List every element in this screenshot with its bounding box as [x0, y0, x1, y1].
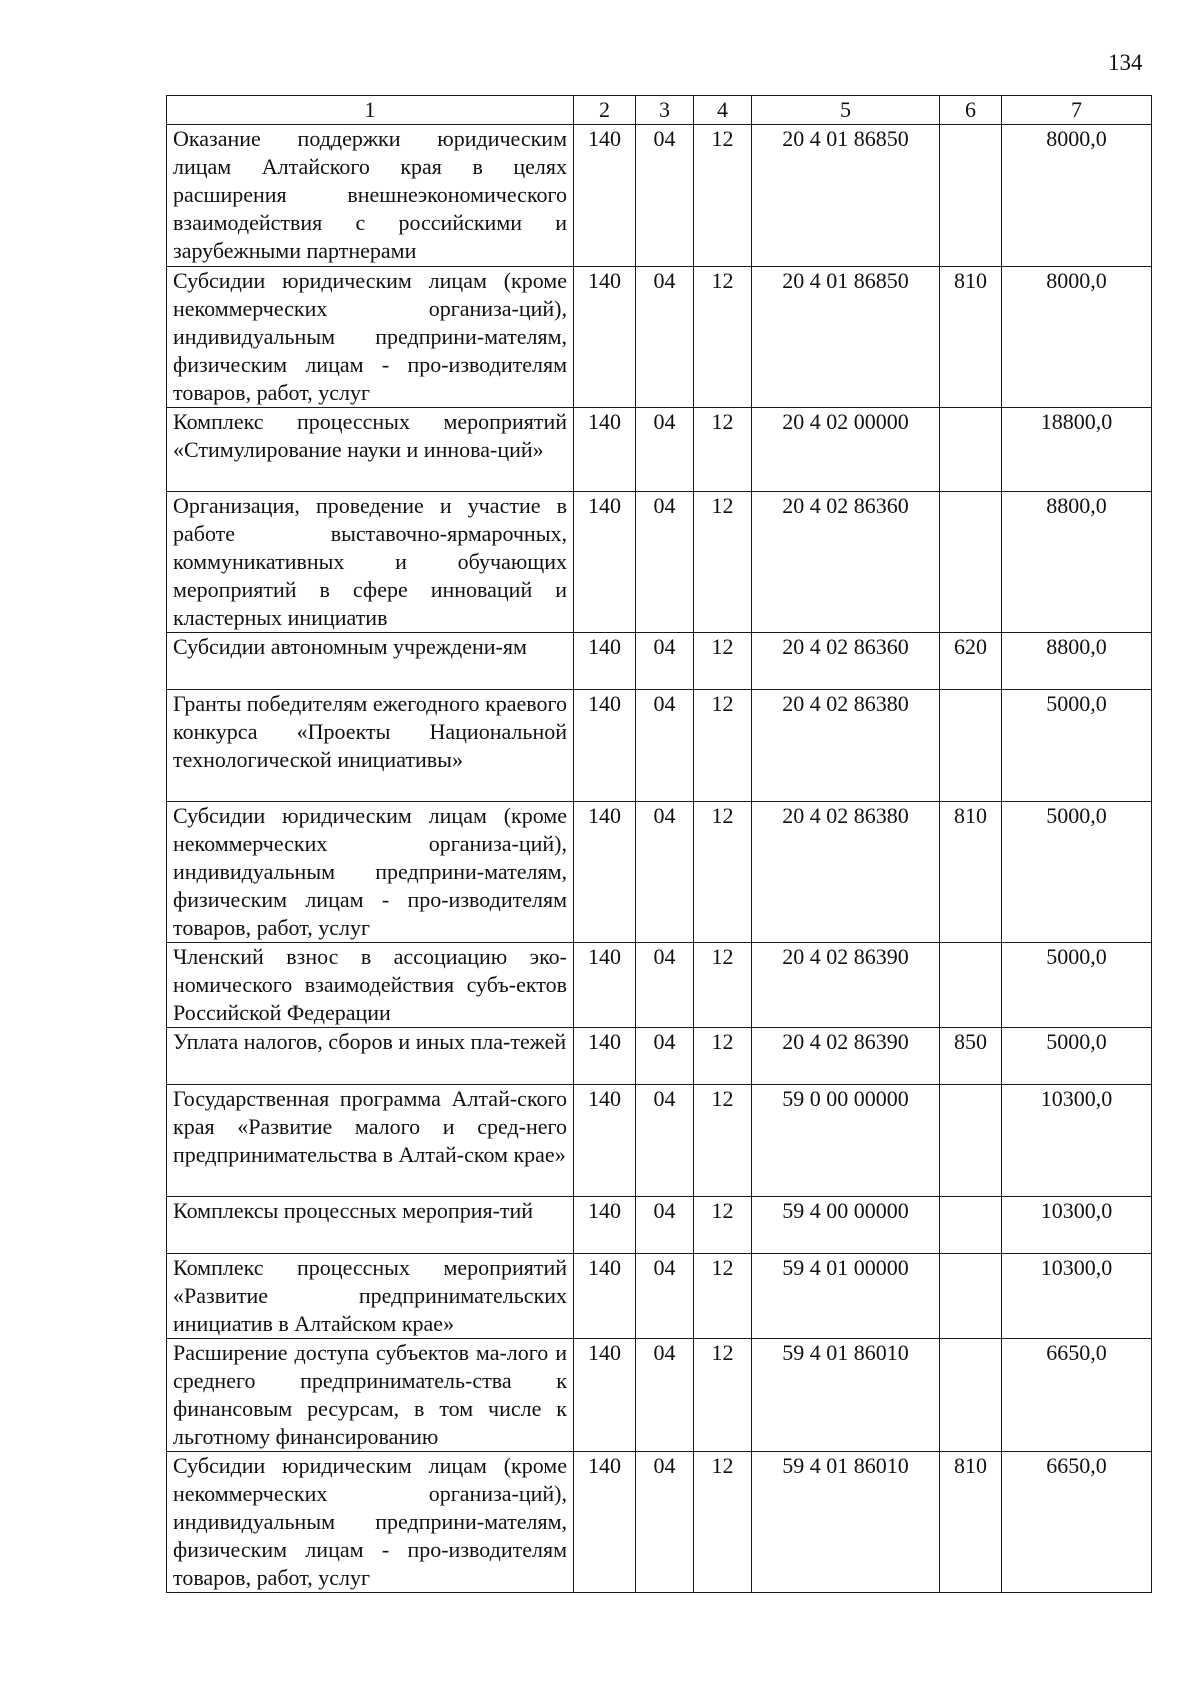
amount: 8800,0: [1002, 633, 1152, 690]
subsection-code: 12: [694, 1197, 752, 1254]
header-row: [167, 96, 1152, 125]
item-name: Оказание поддержки юридическим лицам Алтайского края в целях расширения внешнеэкономического взаимодействия с российскими и зарубежными партнерами: [167, 125, 574, 267]
header-col-6: 6: [940, 96, 1002, 125]
table-row: [167, 267, 1152, 408]
amount: 5000,0: [1002, 1028, 1152, 1085]
target-article-code: 20 4 01 86850: [752, 125, 940, 267]
ministry-code: 140: [574, 1339, 636, 1452]
amount: 5000,0: [1002, 943, 1152, 1028]
ministry-code: 140: [574, 802, 636, 943]
section-code: 04: [636, 1452, 694, 1593]
table-header: [167, 96, 1152, 125]
section-code: 04: [636, 633, 694, 690]
item-name: Субсидии автономным учреждени-ям: [167, 633, 574, 690]
item-name: Членский взнос в ассоциацию эко-номического взаимодействия субъ-ектов Российской Федерации: [167, 943, 574, 1028]
subsection-code: 12: [694, 1254, 752, 1339]
subsection-code: 12: [694, 1028, 752, 1085]
section-code: 04: [636, 802, 694, 943]
target-article-code: 20 4 01 86850: [752, 267, 940, 408]
target-article-code: 20 4 02 86380: [752, 802, 940, 943]
target-article-code: 20 4 02 86390: [752, 1028, 940, 1085]
section-code: 04: [636, 943, 694, 1028]
target-article-code: 59 4 01 86010: [752, 1452, 940, 1593]
section-code: 04: [636, 125, 694, 267]
table-row: [167, 1339, 1152, 1452]
amount: 8000,0: [1002, 125, 1152, 267]
ministry-code: 140: [574, 1452, 636, 1593]
expense-type-code: [940, 408, 1002, 492]
section-code: 04: [636, 1028, 694, 1085]
table-row: [167, 1085, 1152, 1197]
header-col-3: 3: [636, 96, 694, 125]
target-article-code: 59 4 00 00000: [752, 1197, 940, 1254]
amount: 8000,0: [1002, 267, 1152, 408]
table-row: [167, 802, 1152, 943]
expense-type-code: [940, 125, 1002, 267]
item-name: Гранты победителям ежегодного краевого конкурса «Проекты Национальной технологической инициативы»: [167, 690, 574, 802]
section-code: 04: [636, 1339, 694, 1452]
item-name: Комплексы процессных мероприя-тий: [167, 1197, 574, 1254]
section-code: 04: [636, 492, 694, 633]
expense-type-code: 850: [940, 1028, 1002, 1085]
section-code: 04: [636, 690, 694, 802]
subsection-code: 12: [694, 1085, 752, 1197]
budget-table: [166, 95, 1152, 1593]
ministry-code: 140: [574, 1254, 636, 1339]
amount: 8800,0: [1002, 492, 1152, 633]
expense-type-code: 810: [940, 1452, 1002, 1593]
target-article-code: 20 4 02 00000: [752, 408, 940, 492]
expense-type-code: [940, 1254, 1002, 1339]
section-code: 04: [636, 1197, 694, 1254]
item-name: Комплекс процессных мероприятий «Стимулирование науки и иннова-ций»: [167, 408, 574, 492]
table-row: [167, 1254, 1152, 1339]
expense-type-code: 810: [940, 267, 1002, 408]
target-article-code: 59 0 00 00000: [752, 1085, 940, 1197]
subsection-code: 12: [694, 802, 752, 943]
amount: 6650,0: [1002, 1339, 1152, 1452]
item-name: Государственная программа Алтай-ского края «Развитие малого и сред-него предпринимательства в Алтай-ском крае»: [167, 1085, 574, 1197]
section-code: 04: [636, 1085, 694, 1197]
section-code: 04: [636, 1254, 694, 1339]
subsection-code: 12: [694, 633, 752, 690]
ministry-code: 140: [574, 1085, 636, 1197]
table-row: [167, 1452, 1152, 1593]
target-article-code: 59 4 01 86010: [752, 1339, 940, 1452]
header-col-2: 2: [574, 96, 636, 125]
expense-type-code: [940, 943, 1002, 1028]
subsection-code: 12: [694, 125, 752, 267]
subsection-code: 12: [694, 408, 752, 492]
subsection-code: 12: [694, 492, 752, 633]
ministry-code: 140: [574, 633, 636, 690]
item-name: Субсидии юридическим лицам (кроме некоммерческих организа-ций), индивидуальным предприни-мателям, физическим лицам - про-изводителям товаров, работ, услуг: [167, 1452, 574, 1593]
amount: 6650,0: [1002, 1452, 1152, 1593]
ministry-code: 140: [574, 690, 636, 802]
target-article-code: 20 4 02 86390: [752, 943, 940, 1028]
table-row: [167, 633, 1152, 690]
table-row: [167, 492, 1152, 633]
ministry-code: 140: [574, 943, 636, 1028]
subsection-code: 12: [694, 1339, 752, 1452]
table-row: [167, 408, 1152, 492]
ministry-code: 140: [574, 408, 636, 492]
target-article-code: 20 4 02 86360: [752, 492, 940, 633]
amount: 18800,0: [1002, 408, 1152, 492]
amount: 5000,0: [1002, 802, 1152, 943]
header-col-5: 5: [752, 96, 940, 125]
subsection-code: 12: [694, 690, 752, 802]
item-name: Комплекс процессных мероприятий «Развитие предпринимательских инициатив в Алтайском крае»: [167, 1254, 574, 1339]
expense-type-code: 620: [940, 633, 1002, 690]
header-col-1: 1: [167, 96, 574, 125]
item-name: Субсидии юридическим лицам (кроме некоммерческих организа-ций), индивидуальным предприни-мателям, физическим лицам - про-изводителям товаров, работ, услуг: [167, 802, 574, 943]
amount: 10300,0: [1002, 1197, 1152, 1254]
item-name: Уплата налогов, сборов и иных пла-тежей: [167, 1028, 574, 1085]
expense-type-code: [940, 690, 1002, 802]
expense-type-code: [940, 1197, 1002, 1254]
expense-type-code: [940, 1085, 1002, 1197]
amount: 5000,0: [1002, 690, 1152, 802]
ministry-code: 140: [574, 125, 636, 267]
ministry-code: 140: [574, 267, 636, 408]
amount: 10300,0: [1002, 1254, 1152, 1339]
target-article-code: 20 4 02 86380: [752, 690, 940, 802]
target-article-code: 59 4 01 00000: [752, 1254, 940, 1339]
ministry-code: 140: [574, 1028, 636, 1085]
table-body: [167, 125, 1152, 1593]
item-name: Расширение доступа субъектов ма-лого и среднего предприниматель-ства к финансовым ресурсам, в том числе к льготному финансированию: [167, 1339, 574, 1452]
section-code: 04: [636, 408, 694, 492]
table-row: [167, 1028, 1152, 1085]
subsection-code: 12: [694, 1452, 752, 1593]
ministry-code: 140: [574, 1197, 636, 1254]
section-code: 04: [636, 267, 694, 408]
table-row: [167, 943, 1152, 1028]
item-name: Субсидии юридическим лицам (кроме некоммерческих организа-ций), индивидуальным предприни-мателям, физическим лицам - про-изводителям товаров, работ, услуг: [167, 267, 574, 408]
ministry-code: 140: [574, 492, 636, 633]
page-number: 134: [1108, 50, 1143, 75]
subsection-code: 12: [694, 267, 752, 408]
table-row: [167, 1197, 1152, 1254]
target-article-code: 20 4 02 86360: [752, 633, 940, 690]
expense-type-code: [940, 1339, 1002, 1452]
subsection-code: 12: [694, 943, 752, 1028]
header-col-4: 4: [694, 96, 752, 125]
item-name: Организация, проведение и участие в работе выставочно-ярмарочных, коммуникативных и обучающих мероприятий в сфере инноваций и кластерных инициатив: [167, 492, 574, 633]
table-row: [167, 125, 1152, 267]
table-row: [167, 690, 1152, 802]
expense-type-code: [940, 492, 1002, 633]
header-col-7: 7: [1002, 96, 1152, 125]
expense-type-code: 810: [940, 802, 1002, 943]
amount: 10300,0: [1002, 1085, 1152, 1197]
